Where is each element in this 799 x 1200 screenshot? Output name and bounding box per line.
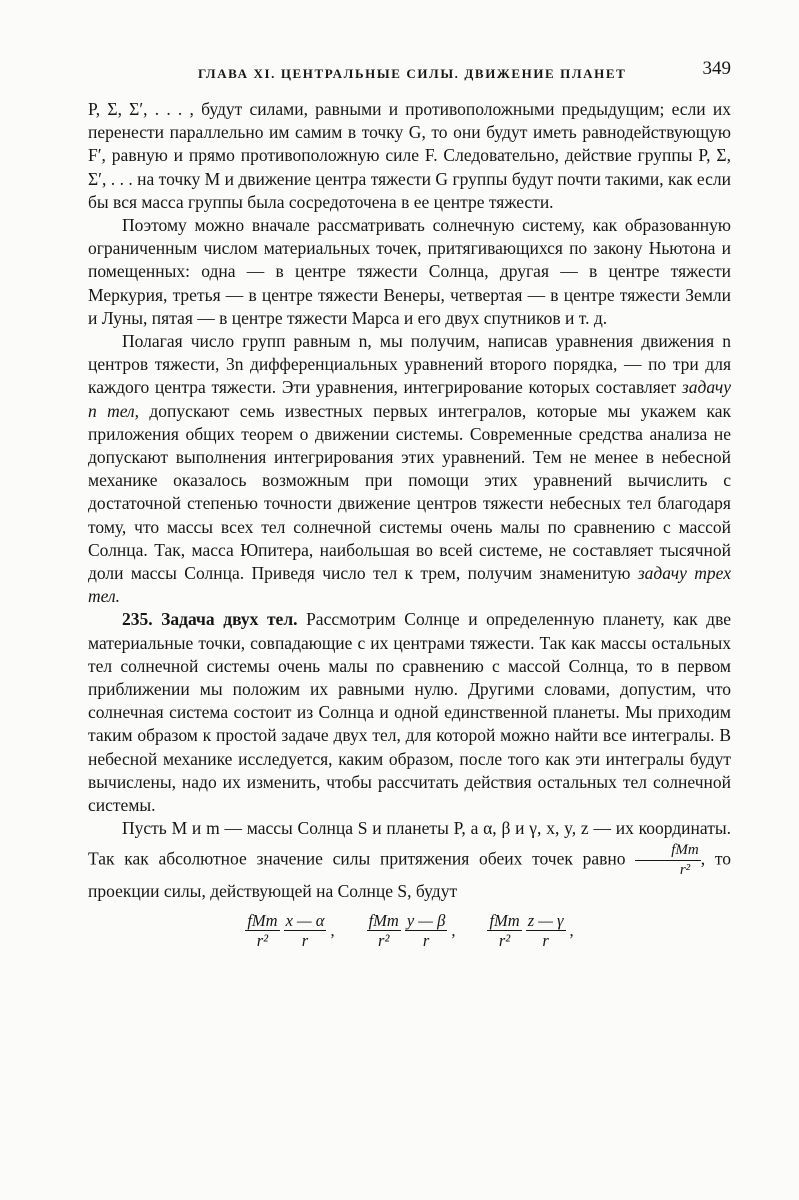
separator: , <box>451 920 456 940</box>
page-body <box>88 98 731 950</box>
page-header <box>88 56 731 88</box>
formula-term-z <box>487 911 573 950</box>
paragraph-2: Поэтому можно вначале рассматривать солнечную систему, как образованную ограниченным числом материальных точек, притягивающихся по закону Ньютона и помещенных: одна — в центре тяжести Солнца, другая — в центре тяжести Меркурия, третья — в центре тяжести Венеры, четвертая — в центре тяжести Земли и Луны, пятая — в центре тяжести Марса и его двух спутников и т. д. <box>88 215 731 328</box>
separator: , <box>330 920 335 940</box>
fraction-denominator: r² <box>498 930 511 950</box>
fraction <box>245 911 279 950</box>
paragraph-1: P, Σ, Σ′, . . . , будут силами, равными и противоположными предыдущим; если их перенести параллельно им самим в точку G, то они будут иметь равнодействующую F′, равную и прямо противоположную силе F. Следовательно, действие группы P, Σ, Σ′, . . . на точку M и движение центра тяжести G группы будут почти такими, как если бы вся масса группы была сосредоточена в ее центре тяжести. <box>88 99 731 212</box>
fraction-denominator: r <box>422 930 430 950</box>
paragraph-3-text-b: допускают семь известных первых интегралов, которые мы укажем как приложения общих теорем о движении системы. Современные средства анализа не допускают выполнения интегрирования этих уравнений. Тем не менее в небесной механике оказалось возможным при помощи этих уравнений вычислить с достаточной степенью точности движение центров тяжести небесных тел благодаря тому, что массы всех тел солнечной системы очень малы по сравнению с массой Солнца. Так, масса Юпитера, наибольшая во всей системе, не составляет тысячной доли массы Солнца. Приведя число тел к трем, получим знаменитую <box>88 400 731 584</box>
fraction <box>487 911 521 950</box>
paragraph-5 <box>88 817 731 902</box>
formula-term-x <box>245 911 334 950</box>
inline-fraction <box>635 841 701 880</box>
paragraph-5-text-b: , то проекции силы, действующей на Солнце S, будут <box>88 848 732 901</box>
fraction-numerator: fMm <box>368 910 399 930</box>
fraction-denominator: r <box>301 930 309 950</box>
section-235 <box>88 608 731 817</box>
inline-fraction-numerator: fMm <box>635 841 701 861</box>
force-projection-formula <box>88 911 731 950</box>
page-number: 349 <box>702 58 731 79</box>
fraction-denominator: r <box>542 930 549 950</box>
inline-fraction-denominator: r² <box>679 861 691 878</box>
fraction <box>367 911 401 950</box>
paragraph-5-text-a: Пусть M и m — массы Солнца S и планеты P, а α, β и γ, x, y, z — их координаты. Так как абсолютное значение силы притяжения обеих точек равно <box>88 818 731 869</box>
n-body-problem-term: задачу n тел, <box>88 377 731 421</box>
paragraph-3-text-a: Полагая число групп равным n, мы получим, написав уравнения движения n центров тяжести, 3n дифференциальных уравнений второго порядка, — по три для каждого центра тяжести. Эти уравнения, интегрирование которых составляет <box>88 331 731 398</box>
section-number: 235. <box>122 609 153 630</box>
section-235-text: Рассмотрим Солнце и определенную планету, как две материальные точки, совпадающие с их центрами тяжести. Так как массы остальных тел солнечной системы очень малы по сравнению с массой Солнца, то в первом приближении мы положим их равными нулю. Другими словами, допустим, что солнечная система состоит из Солнца и одной единственной планеты. Мы приходим таким образом к простой задаче двух тел, для которой можно найти все интегралы. В небесной механике исследуется, каким образом, после того как эти интегралы будут вычислены, надо их изменить, чтобы рассчитать действия остальных тел солнечной системы. <box>88 609 731 816</box>
fraction <box>405 911 447 950</box>
paragraph-3 <box>88 330 731 608</box>
running-title: ГЛАВА XI. ЦЕНТРАЛЬНЫЕ СИЛЫ. ДВИЖЕНИЕ ПЛАНЕТ <box>198 66 627 81</box>
fraction <box>284 911 327 950</box>
three-body-problem-term: задачу трех тел. <box>88 563 731 607</box>
fraction-numerator: fMm <box>247 910 278 930</box>
fraction-numerator: z — γ <box>527 910 564 930</box>
section-title: Задача двух тел. <box>161 609 298 630</box>
book-page <box>88 56 731 950</box>
separator: , <box>569 920 574 940</box>
fraction-numerator: x — α <box>285 910 325 930</box>
fraction-denominator: r² <box>256 930 269 950</box>
fraction <box>526 911 566 950</box>
formula-term-y <box>367 911 456 950</box>
fraction-numerator: y — β <box>406 910 446 930</box>
fraction-denominator: r² <box>378 930 390 950</box>
fraction-numerator: fMm <box>489 910 520 930</box>
